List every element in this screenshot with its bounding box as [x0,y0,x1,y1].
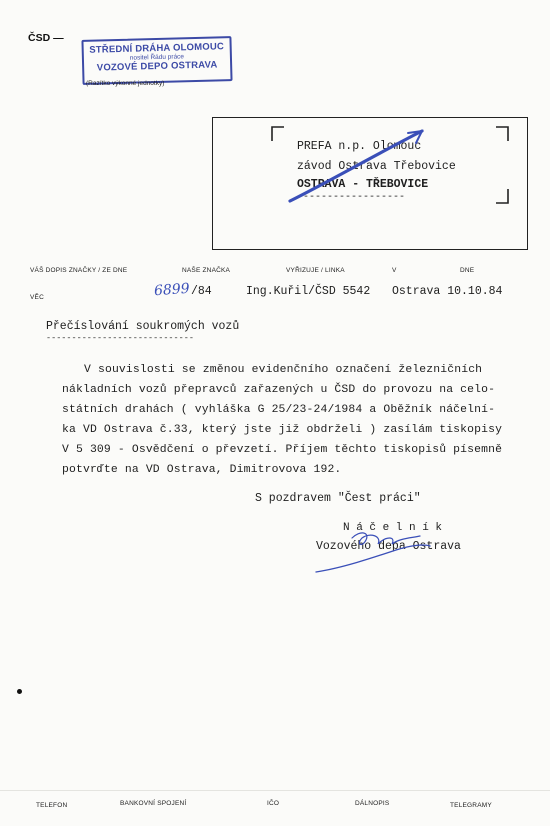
body-line-2: nákladních vozů přepravců zařazených u ČSD do provozu na celo- [62,384,496,396]
punch-hole-mark [17,689,22,694]
closing-org: Vozového depa Ostrava [316,540,461,553]
address-line-3: OSTRAVA - TŘEBOVICE [297,178,429,191]
label-our-mark: NAŠE ZNAČKA [182,267,231,274]
stamp-line-1: STŘEDNÍ DRÁHA OLOMOUC [89,41,225,56]
body-line-6: potvrďte na VD Ostrava, Dimitrovova 192. [62,464,342,476]
stamp-caption: (Razítko výkonné jednotky) [86,80,165,87]
subject-underline: ----------------------------- [46,333,194,343]
body-line-3: státních drahách ( vyhláška G 25/23-24/1984 a Oběžník náčelní- [62,404,496,416]
address-line-2: závod Ostrava Třebovice [297,160,456,173]
footer-rule [0,790,550,791]
stamp-line-2: nositel Řádu práce [129,53,185,62]
reference-number-handwritten: 6899 [153,280,191,300]
label-date: DNE [460,267,475,274]
footer-telegrams: TELEGRAMY [450,802,492,809]
address-line-1: PREFA n.p. Olomouc [297,140,422,153]
closing-greeting: S pozdravem "Čest práci" [255,492,421,505]
body-line-5: V 5 309 - Osvědčení o převzetí. Příjem těchto tiskopisů písemně [62,444,503,456]
label-handled-by: VYŘIZUJE / LINKA [286,267,345,274]
closing-title: N á č e l n í k [343,522,443,534]
footer-telex: DÁLNOPIS [355,800,390,807]
label-your-letter: VÁŠ DOPIS ZNAČKY / ZE DNE [30,267,128,274]
body-line-1: V souvislosti se změnou evidenčního označení železničních [84,364,483,376]
body-line-4: ka VD Ostrava č.33, který jste již obdrželi ) zasílám tiskopisy [62,424,503,436]
label-in: V [392,267,397,274]
footer-ico: IČO [267,800,280,807]
footer-phone: TELEFON [36,802,68,809]
subject-title: Přečíslování soukromých vozů [46,320,240,333]
organization-stamp [81,36,232,85]
org-mark: ČSD — [28,32,64,44]
reference-place-date: Ostrava 10.10.84 [392,285,503,298]
reference-number-suffix: /84 [191,285,212,298]
address-underline: ------------------ [297,192,406,203]
handwritten-signature [312,528,462,576]
footer-bank: BANKOVNÍ SPOJENÍ [120,800,187,807]
label-subject: VĚC [30,294,44,301]
pen-strike-mark [280,125,430,205]
reference-handled-by: Ing.Kuřil/ČSD 5542 [246,285,371,298]
stamp-line-3: VOZOVÉ DEPO OSTRAVA [96,59,218,74]
